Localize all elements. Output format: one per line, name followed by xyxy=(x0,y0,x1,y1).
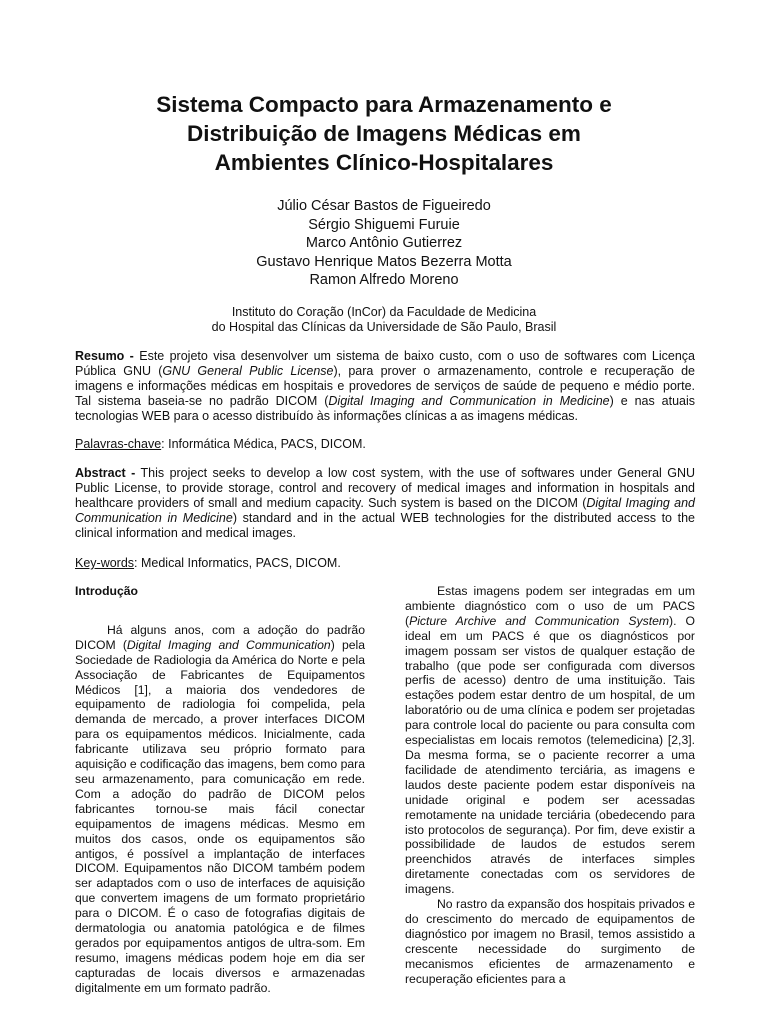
title-line-3: Ambientes Clínico-Hospitalares xyxy=(214,150,554,175)
palavras-chave-text: : Informática Médica, PACS, DICOM. xyxy=(161,437,366,451)
resumo-text: ) e nas atuais tecnologias WEB para o acesso distribuído às informações clínicas a as imagens médicas. xyxy=(75,394,695,423)
resumo-text: Este projeto visa desenvolver um sistema de baixo custo, com o uso de softwares com Licença Pública GNU ( xyxy=(75,349,696,378)
keywords-text: : Medical Informatics, PACS, DICOM. xyxy=(134,556,341,570)
affiliation-line-2: do Hospital das Clínicas da Universidade de São Paulo, Brasil xyxy=(211,320,557,334)
resumo-section xyxy=(75,349,695,424)
resumo-italic: Digital Imaging and Communication in Medicine xyxy=(328,394,610,408)
author-list xyxy=(60,197,708,290)
right-column xyxy=(405,584,695,986)
section-heading: Introdução xyxy=(75,584,138,598)
abstract-text: ) standard and in the actual WEB technologies for the distributed access to the clinical information and medical images. xyxy=(75,511,696,540)
left-column xyxy=(75,584,365,996)
paragraph xyxy=(75,623,365,996)
author-name: Júlio César Bastos de Figueiredo xyxy=(277,198,491,214)
author-name: Sérgio Shiguemi Furuie xyxy=(308,216,460,233)
title-line-1: Sistema Compacto para Armazenamento e xyxy=(156,92,612,117)
paragraph-text: Estas imagens podem ser integradas em um ambiente diagnóstico com o uso de um PACS ( xyxy=(405,584,695,628)
paper-title xyxy=(60,90,708,177)
resumo-text: ), para prover o armazenamento, controle e recuperação de imagens e informações médicas em hospitais e provedores de serviços de saúde de pequeno e médio porte. Tal sistema baseia-se no padrão DICOM ( xyxy=(75,364,695,408)
affiliation-line-1: Instituto do Coração (InCor) da Faculdade de Medicina xyxy=(231,305,537,319)
paragraph-text: ). O ideal em um PACS é que os diagnósticos por imagem possam ser vistos de qualquer estação de trabalho (que pode ser configurada com diversos perfis de acesso) dentro de uma instituição. Tais estações podem estar dentro de um hospital, de um laboratório ou de uma clínica e podem ser projetadas para controle local do paciente ou para consulta com especialistas em locais remotos (telemedicina) [2,3]. Da mesma forma, se o paciente recorrer a uma facilidade de atendimento terciária, as imagens e laudos deste paciente podem estar disponíveis na unidade original e podem ser acessadas remotamente na unidade terciária (obedecendo para isto protocolos de segurança). Por fim, deve existir a possibilidade de laudos de estudos serem preenchidos através de interfaces simples diretamente conectadas com os servidores de imagens. xyxy=(405,613,695,897)
palavras-chave-section xyxy=(75,437,695,452)
paragraph-italic: Picture Archive and Communication System xyxy=(409,613,670,628)
abstract-label: Abstract - xyxy=(75,466,136,480)
paragraph: No rastro da expansão dos hospitais privados e do crescimento do mercado de equipamentos de diagnóstico por imagem no Brasil, temos assistido a crescente necessidade do surgimento de mecanismos eficientes de armazenamento e recuperação eficientes para a xyxy=(405,897,695,986)
author-name: Ramon Alfredo Moreno xyxy=(309,272,459,288)
palavras-chave-label: Palavras-chave xyxy=(75,437,162,451)
resumo-label: Resumo - xyxy=(75,349,134,363)
abstract-text: This project seeks to develop a low cost system, with the use of softwares under General GNU Public License, to provide storage, control and recovery of medical images and information in hospitals and healthcare providers of small and medium capacity. Such system is based on the DICOM ( xyxy=(75,466,696,510)
paragraph-text: ) pela Sociedade de Radiologia da América do Norte e pela Associação de Fabricantes de Equipamentos Médicos [1], a maioria dos vendedores de equipamento de radiologia foi compelida, pela demanda de mercado, a prover interfaces DICOM para os equipamentos médicos. Inicialmente, cada fabricante utilizava seu próprio formato para aquisição e codificação das imagens, bem como para seu armazenamento, para comunicação em rede. Com a adoção do padrão de DICOM pelos fabricantes tornou-se mais fácil conectar equipamentos de imagens médicas. Mesmo em muitos dos casos, onde os equipamentos são antigos, é possível a implantação de interfaces DICOM. Equipamentos não DICOM também podem ser adaptados com o uso de interfaces de aquisição que convertem imagens de um formato proprietário para o DICOM. É o caso de fotografias digitais de dermatologia ou anatomia patológica e de filmes gerados por equipamentos antigos de ultra-som. Em resumo, imagens médicas podem hoje em dia ser capturadas de locais diversos e armazenadas digitalmente em um formato padrão. xyxy=(75,637,365,995)
paragraph-text: Há alguns anos, com a adoção do padrão DICOM ( xyxy=(75,622,365,652)
affiliation xyxy=(60,305,708,335)
title-line-2: Distribuição de Imagens Médicas em xyxy=(187,121,581,146)
abstract-italic: Digital Imaging and Communication in Medicine xyxy=(75,496,695,525)
paragraph xyxy=(405,584,695,897)
keywords-section xyxy=(75,556,695,571)
resumo-italic: GNU General Public License xyxy=(162,364,334,378)
paragraph-italic: Digital Imaging and Communication xyxy=(126,637,331,652)
keywords-label: Key-words xyxy=(75,556,135,570)
author-name: Marco Antônio Gutierrez xyxy=(305,235,463,251)
author-name: Gustavo Henrique Matos Bezerra Motta xyxy=(256,253,512,270)
abstract-section xyxy=(75,466,695,541)
